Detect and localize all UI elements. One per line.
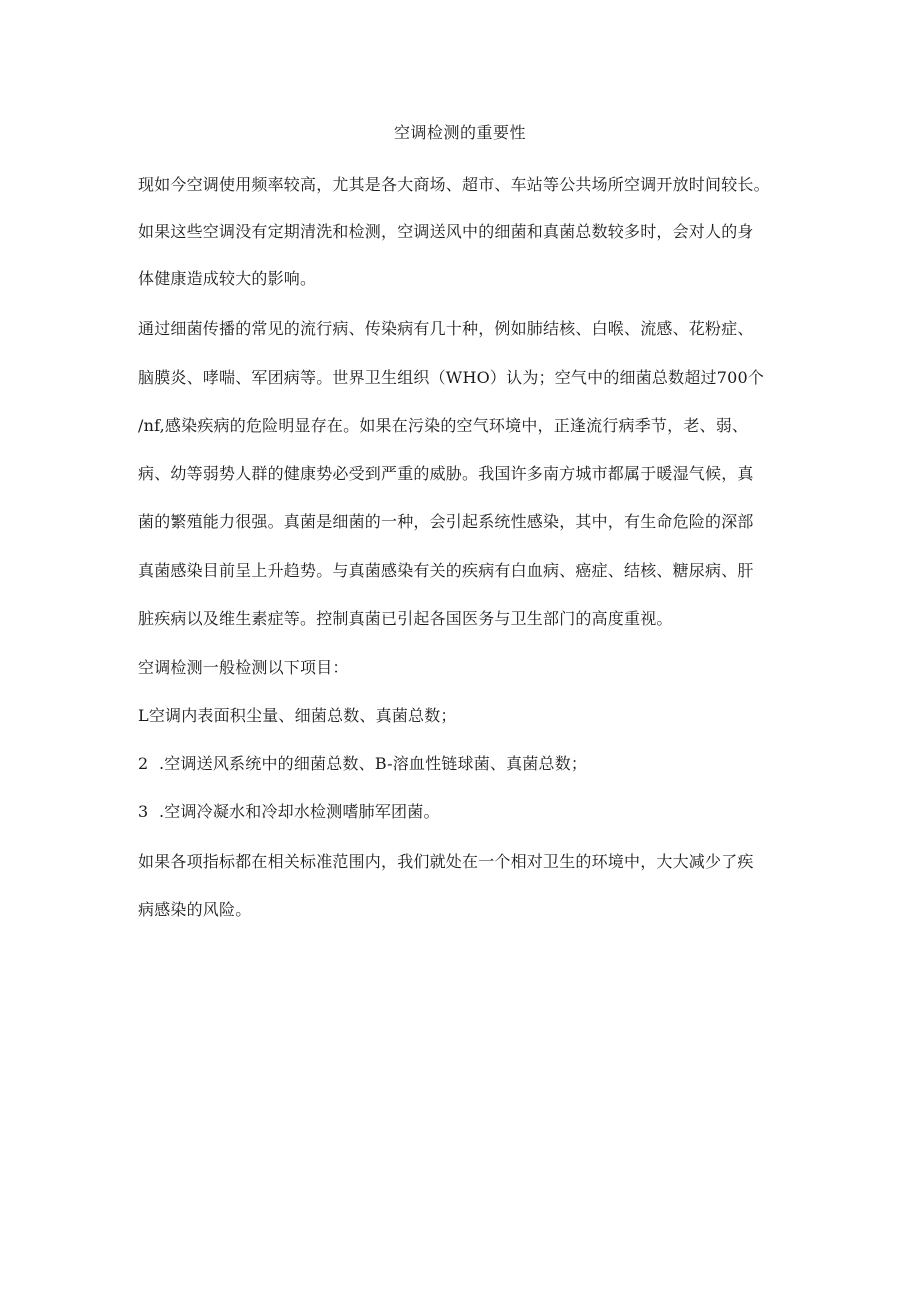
paragraph-2-line-3: /nf,感染疾病的危险明显存在。如果在污染的空气环境中，正逢流行病季节，老、弱、 xyxy=(138,416,749,435)
paragraph-3-line-1: 空调检测一般检测以下项目： xyxy=(138,658,349,677)
paragraph-final-line-2: 病感染的风险。 xyxy=(138,900,252,919)
paragraph-1-line-3: 体健康造成较大的影响。 xyxy=(138,269,317,288)
list-item-3: 3 .空调冷凝水和冷却水检测嗜肺军团菌。 xyxy=(138,802,440,821)
paragraph-2-line-4: 病、幼等弱势人群的健康势必受到严重的威胁。我国许多南方城市都属于暖湿气候，真 xyxy=(138,464,754,483)
paragraph-2-line-6: 真菌感染目前呈上升趋势。与真菌感染有关的疾病有白血病、癌症、结核、糖尿病、肝 xyxy=(138,561,754,580)
paragraph-1-line-1: 现如今空调使用频率较高，尤其是各大商场、超市、车站等公共场所空调开放时间较长。 xyxy=(138,175,770,194)
paragraph-1-line-2: 如果这些空调没有定期清洗和检测，空调送风中的细菌和真菌总数较多时，会对人的身 xyxy=(138,222,754,241)
paragraph-2-line-5: 菌的繁殖能力很强。真菌是细菌的一种，会引起系统性感染，其中，有生命危险的深部 xyxy=(138,512,754,531)
paragraph-2-line-2: 脑膜炎、哮喘、军团病等。世界卫生组织（WHO）认为；空气中的细菌总数超过700个 xyxy=(138,368,765,387)
paragraph-2-line-7: 脏疾病以及维生素症等。控制真菌已引起各国医务与卫生部门的高度重视。 xyxy=(138,609,673,628)
paragraph-2-line-1: 通过细菌传播的常见的流行病、传染病有几十种，例如肺结核、白喉、流感、花粉症、 xyxy=(138,319,754,338)
list-item-2: 2 .空调送风系统中的细菌总数、B-溶血性链球菌、真菌总数； xyxy=(138,754,588,773)
document-title: 空调检测的重要性 xyxy=(393,123,526,142)
list-item-1: L空调内表面积尘量、细菌总数、真菌总数； xyxy=(138,706,457,725)
paragraph-final-line-1: 如果各项指标都在相关标准范围内，我们就处在一个相对卫生的环境中，大大减少了疾 xyxy=(138,852,754,871)
